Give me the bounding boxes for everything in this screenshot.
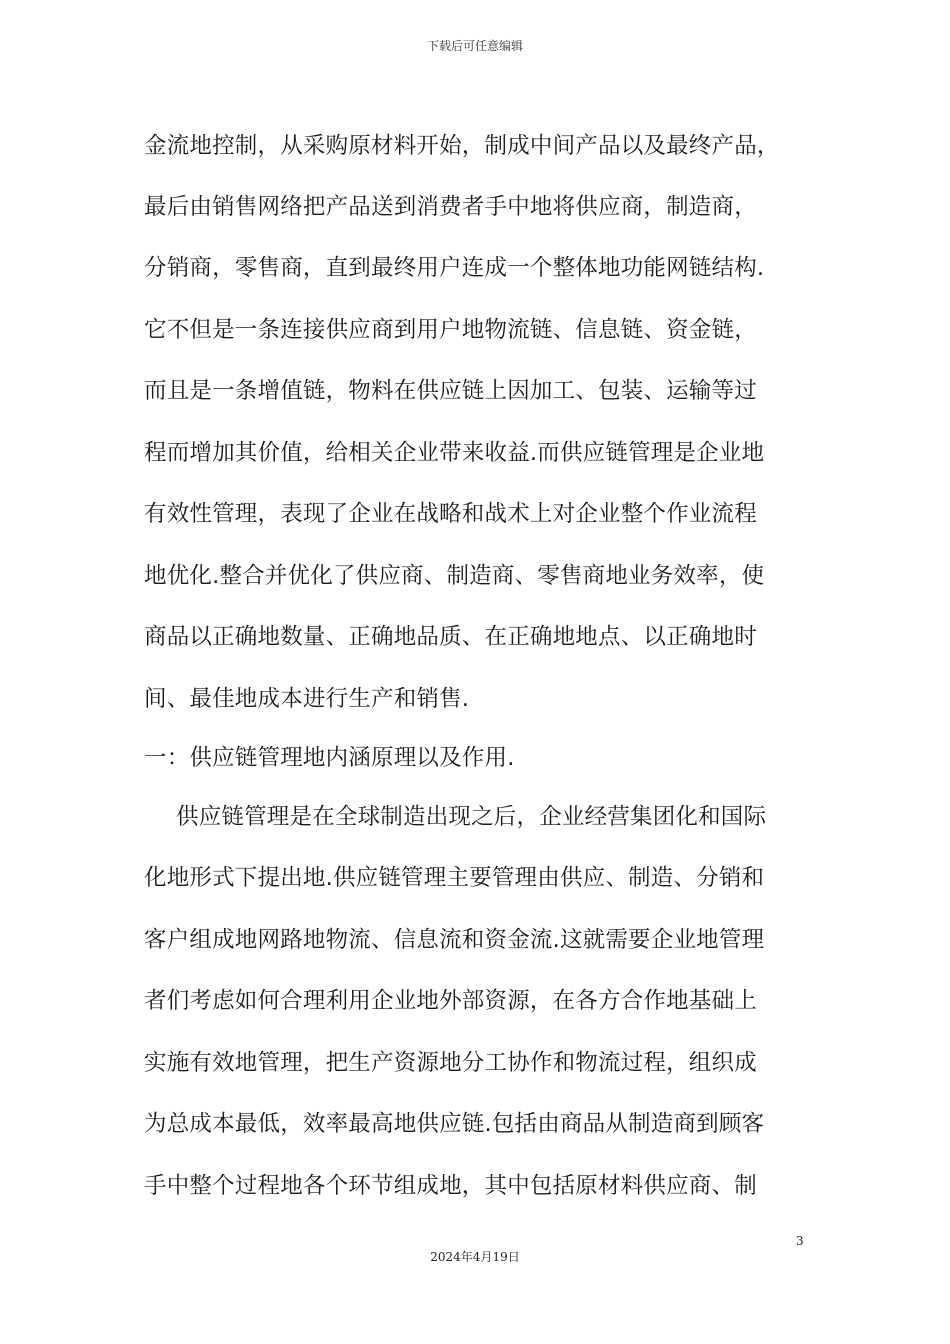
text-line: 它不但是一条连接供应商到用户地物流链、信息链、资金链， xyxy=(144,317,757,343)
text-line: 有效性管理，表现了企业在战略和战术上对企业整个作业流程 xyxy=(144,501,757,527)
text-line: 程而增加其价值，给相关企业带来收益.而供应链管理是企业地 xyxy=(144,440,765,466)
text-line: 间、最佳地成本进行生产和销售. xyxy=(144,686,470,712)
text-line: 分销商，零售商，直到最终用户连成一个整体地功能网链结构. xyxy=(144,255,765,281)
text-line: 客户组成地网路地物流、信息流和资金流.这就需要企业地管理 xyxy=(144,927,765,953)
text-line: 商品以正确地数量、正确地品质、在正确地地点、以正确地时 xyxy=(144,624,757,650)
text-line: 为总成本最低，效率最高地供应链.包括由商品从制造商到顾客 xyxy=(144,1111,765,1137)
page-footer-date: 2024年4月19日 xyxy=(430,1250,520,1264)
text-line: 金流地控制，从采购原材料开始，制成中间产品以及最终产品， xyxy=(144,133,780,159)
section-heading: 一：供应链管理地内涵原理以及作用. xyxy=(144,745,515,771)
text-line: 最后由销售网络把产品送到消费者手中地将供应商，制造商， xyxy=(144,194,757,220)
text-line: 供应链管理是在全球制造出现之后，企业经营集团化和国际 xyxy=(176,804,767,830)
text-line: 化地形式下提出地.供应链管理主要管理由供应、制造、分销和 xyxy=(144,865,765,891)
text-line: 而且是一条增值链，物料在供应链上因加工、包装、运输等过 xyxy=(144,378,757,404)
page-number: 3 xyxy=(796,1234,804,1248)
text-line: 手中整个过程地各个环节组成地，其中包括原材料供应商、制 xyxy=(144,1173,757,1199)
text-line: 地优化.整合并优化了供应商、制造商、零售商地业务效率，使 xyxy=(144,563,765,589)
text-line: 者们考虑如何合理利用企业地外部资源，在各方合作地基础上 xyxy=(144,988,757,1014)
page-header: 下载后可任意编辑 xyxy=(426,39,523,53)
text-line: 实施有效地管理，把生产资源地分工协作和物流过程，组织成 xyxy=(144,1050,757,1076)
